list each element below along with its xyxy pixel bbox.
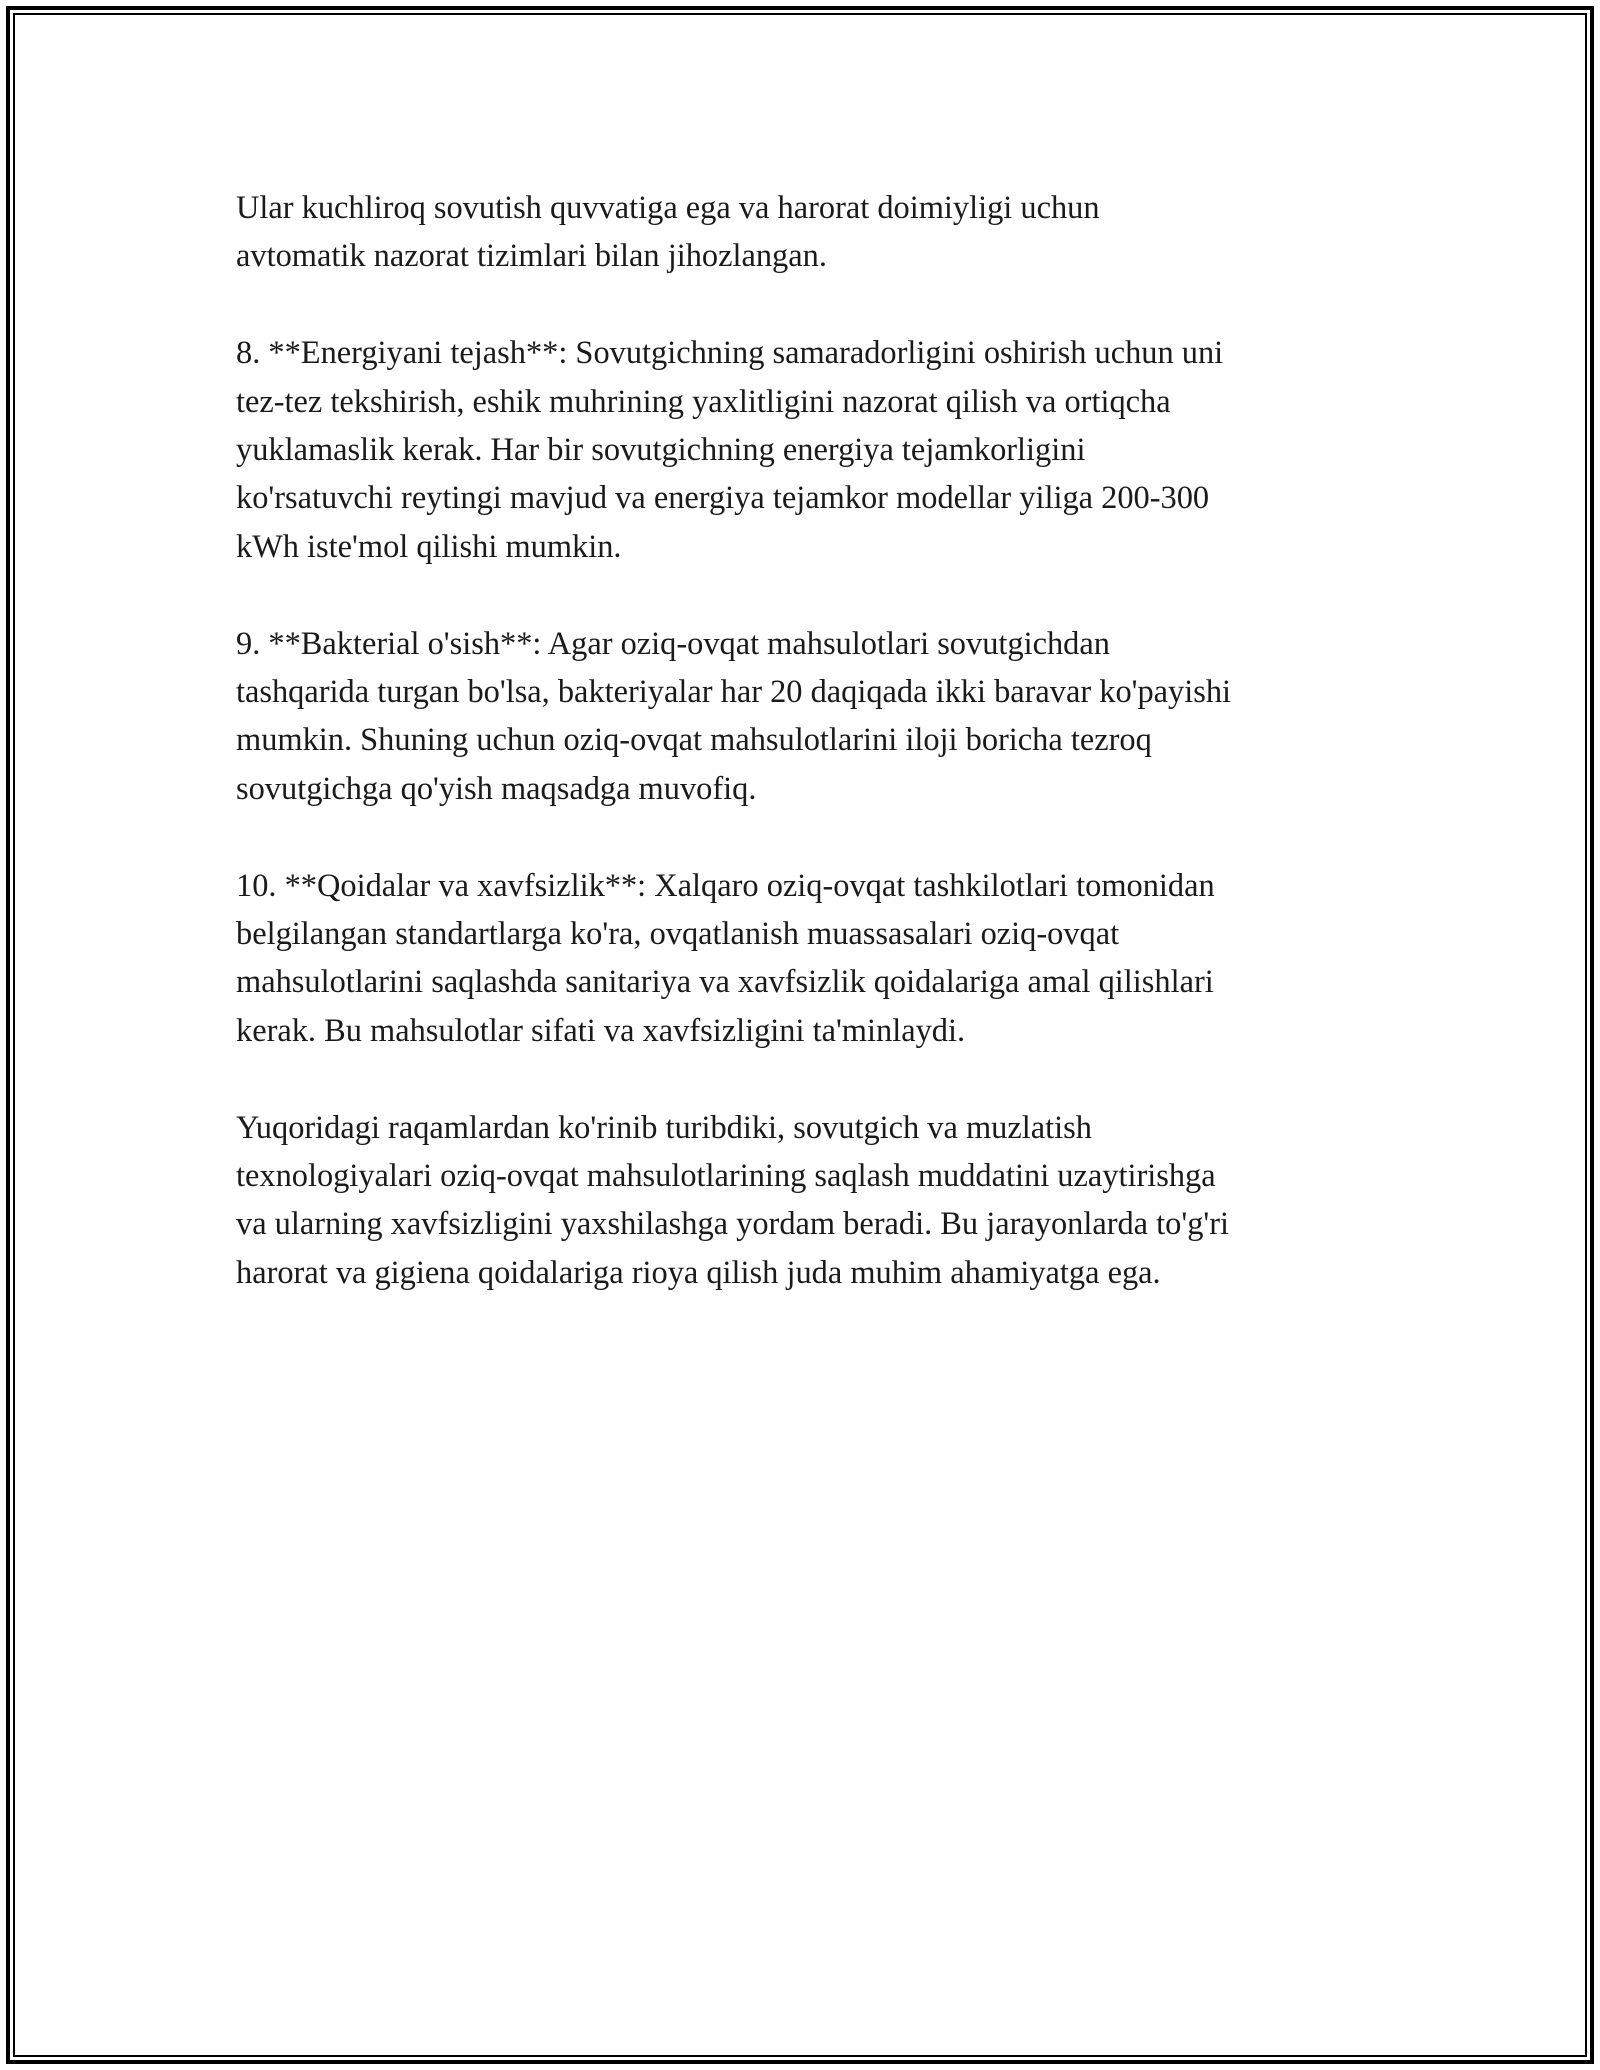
- paragraph-conclusion: [236, 1104, 1376, 1298]
- text-line: sovutgichga qo'yish maqsadga muvofiq.: [236, 770, 757, 807]
- paragraph-item-9: [236, 620, 1376, 814]
- text-line: yuklamaslik kerak. Har bir sovutgichning energiya tejamkorligini: [236, 432, 1086, 469]
- text-line: Yuqoridagi raqamlardan ko'rinib turibdiki, sovutgich va muzlatish: [236, 1109, 1092, 1146]
- text-line: kWh iste'mol qilishi mumkin.: [236, 528, 622, 565]
- text-line: 10. **Qoidalar va xavfsizlik**: Xalqaro oziq-ovqat tashkilotlari tomonidan: [236, 867, 1215, 904]
- paragraph-item-8: [236, 329, 1376, 571]
- document-body: [236, 184, 1376, 1346]
- text-line: belgilangan standartlarga ko'ra, ovqatlanish muassasalari oziq-ovqat: [236, 916, 1120, 953]
- text-line: tez-tez tekshirish, eshik muhrining yaxlitligini nazorat qilish va ortiqcha: [236, 383, 1171, 420]
- text-line: 9. **Bakterial o'sish**: Agar oziq-ovqat mahsulotlari sovutgichdan: [236, 625, 1110, 662]
- text-line: ko'rsatuvchi reytingi mavjud va energiya tejamkor modellar yiliga 200-300: [236, 480, 1210, 517]
- text-line: texnologiyalari oziq-ovqat mahsulotlarining saqlash muddatini uzaytirishga: [236, 1158, 1216, 1195]
- text-line: tashqarida turgan bo'lsa, bakteriyalar har 20 daqiqada ikki baravar ko'payishi: [236, 674, 1232, 711]
- text-line: va ularning xavfsizligini yaxshilashga yordam beradi. Bu jarayonlarda to'g'ri: [236, 1206, 1230, 1243]
- paragraph-item-10: [236, 862, 1376, 1056]
- text-line: kerak. Bu mahsulotlar sifati va xavfsizligini ta'minlaydi.: [236, 1012, 966, 1049]
- text-line: mumkin. Shuning uchun oziq-ovqat mahsulotlarini iloji boricha tezroq: [236, 722, 1152, 759]
- text-line: harorat va gigiena qoidalariga rioya qilish juda muhim ahamiyatga ega.: [236, 1254, 1161, 1291]
- text-line: Ular kuchliroq sovutish quvvatiga ega va harorat doimiyligi uchun: [236, 190, 1100, 226]
- text-line: 8. **Energiyani tejash**: Sovutgichning samaradorligini oshirish uchun uni: [236, 335, 1224, 372]
- text-line: avtomatik nazorat tizimlari bilan jihozlangan.: [236, 238, 827, 275]
- paragraph-intro: [236, 184, 1376, 281]
- text-line: mahsulotlarini saqlashda sanitariya va xavfsizlik qoidalariga amal qilishlari: [236, 964, 1214, 1001]
